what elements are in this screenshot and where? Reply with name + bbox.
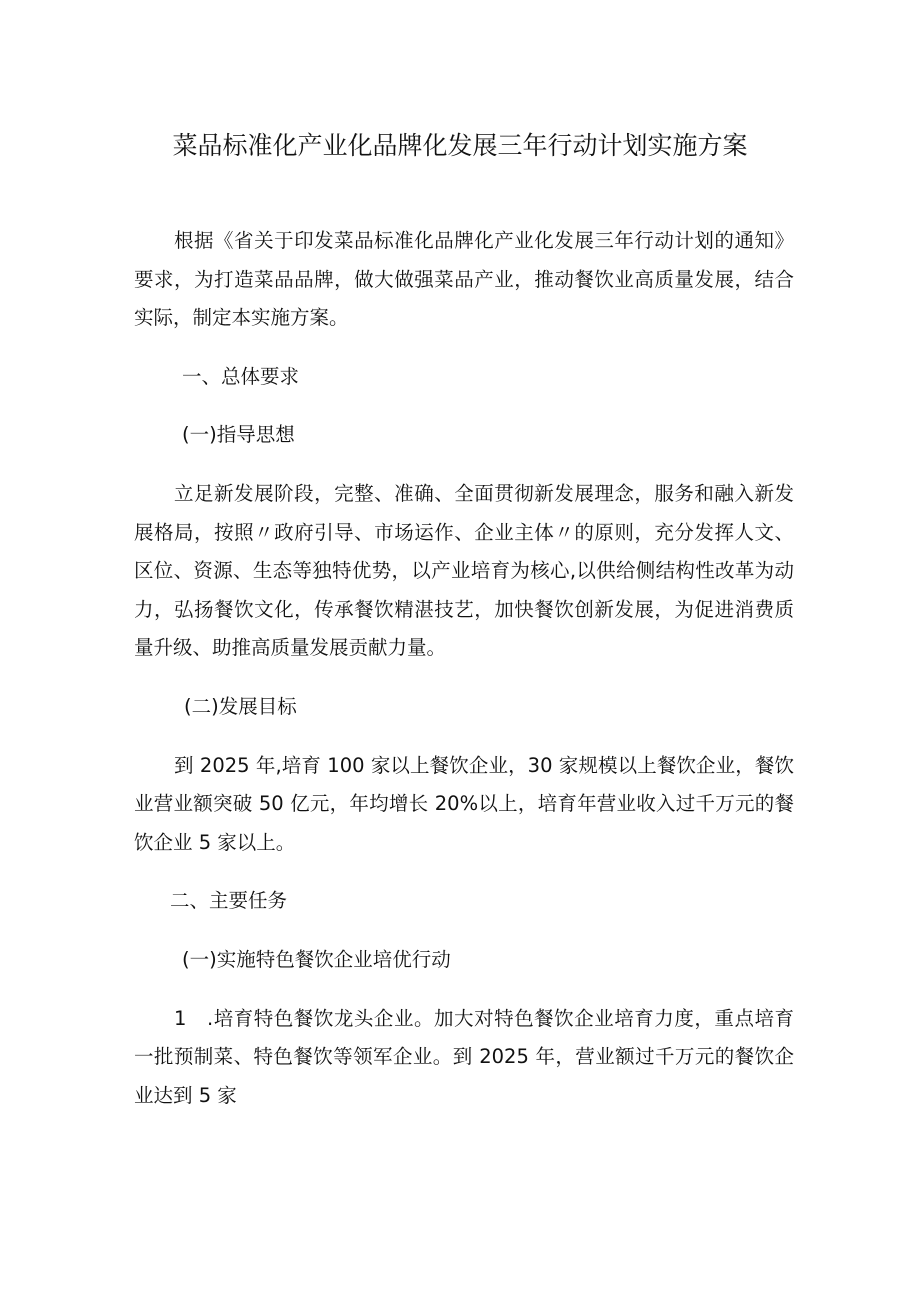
document-title: 菜品标准化产业化品牌化发展三年行动计划实施方案	[172, 131, 748, 160]
section-heading-main-tasks: 二、主要任务	[170, 889, 288, 913]
subsection-heading-development-goals: (二)发展目标	[184, 694, 297, 718]
subsection-heading-guiding-ideology: (一)指导思想	[182, 423, 295, 447]
subsection-heading-catering-enterprise-action: (一)实施特色餐饮企业培优行动	[182, 947, 451, 971]
section-heading-general-requirements: 一、总体要求	[182, 364, 300, 388]
intro-paragraph: 根据《省关于印发菜品标准化品牌化产业化发展三年行动计划的通知》要求，为打造菜品品牌，做大做强菜品产业，推动餐饮业高质量发展，结合实际，制定本实施方案。	[134, 229, 794, 330]
document-body	[134, 222, 794, 1115]
development-goals-paragraph: 到 2025 年,培育 100 家以上餐饮企业，30 家规模以上餐饮企业，餐饮业营业额突破 50 亿元，年均增长 20%以上，培育年营业收入过千万元的餐饮企业 5 家以上。	[134, 753, 794, 854]
guiding-ideology-paragraph: 立足新发展阶段，完整、准确、全面贯彻新发展理念，服务和融入新发展格局，按照〃政府引导、市场运作、企业主体〃的原则，充分发挥人文、区位、资源、生态等独特优势，以产业培育为核心,以供给侧结构性改革为动力，弘扬餐饮文化，传承餐饮精湛技艺，加快餐饮创新发展，为促进消费质量升级、助推高质量发展贡献力量。	[134, 481, 794, 660]
task-item-1-paragraph: 1 .培育特色餐饮龙头企业。加大对特色餐饮企业培育力度，重点培育一批预制菜、特色餐饮等领军企业。到 2025 年，营业额过千万元的餐饮企业达到 5 家	[134, 1006, 794, 1107]
